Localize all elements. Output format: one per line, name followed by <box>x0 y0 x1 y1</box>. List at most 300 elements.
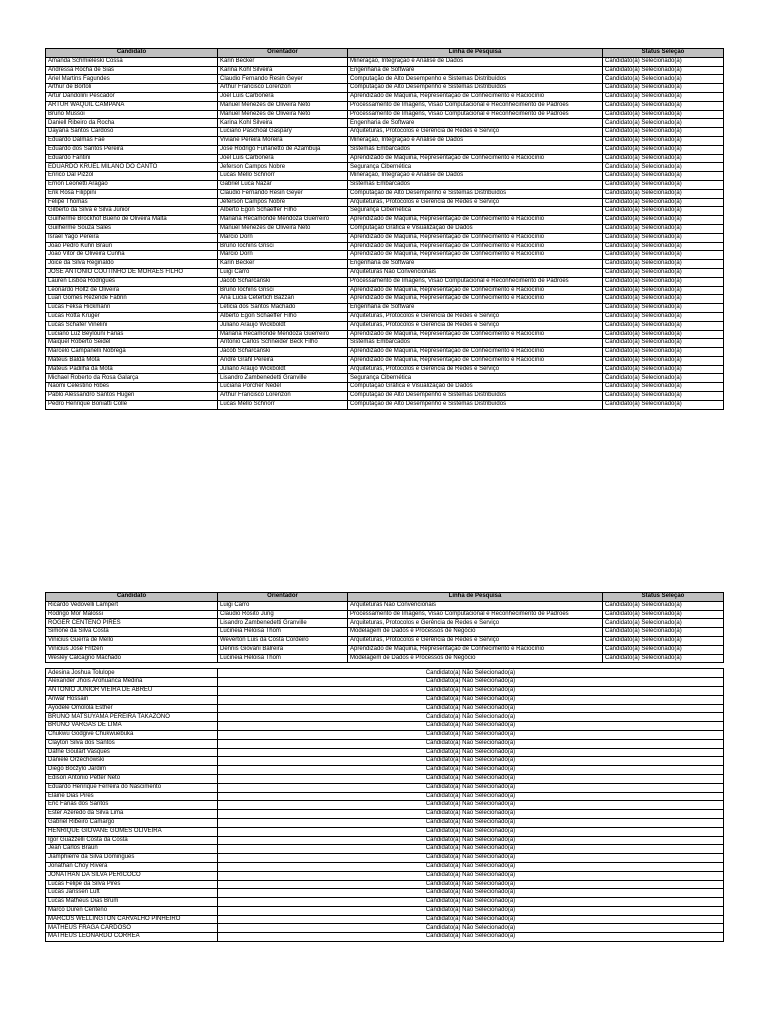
table-row <box>46 119 724 128</box>
advisor-cell: Manuel Menezes de Oliveira Neto <box>218 101 348 110</box>
research-line-cell: Modelagem de Dados e Processos de Negócio <box>348 628 603 637</box>
candidate-name-cell: Artur Dandolini Pescador <box>46 92 218 101</box>
research-line-cell: Segurança Cibernética <box>348 163 603 172</box>
table-row <box>46 207 724 216</box>
table-row <box>46 810 724 819</box>
advisor-cell: Weverton Luis da Costa Cordeiro <box>218 636 348 645</box>
research-line-cell: Aprendizado de Máquina, Representação de Conhecimento e Raciocínio <box>348 330 603 339</box>
status-cell: Candidato(a) Selecionado(a) <box>603 119 724 128</box>
status-cell: Candidato(a) Selecionado(a) <box>603 330 724 339</box>
research-line-cell: Arquiteturas, Protocolos e Gerência de Redes e Serviço <box>348 365 603 374</box>
header-candidato: Candidato <box>46 593 218 602</box>
table-row <box>46 730 724 739</box>
research-line-cell: Computação Gráfica e Visualização de Dados <box>348 224 603 233</box>
candidate-name-cell: João Vitor de Oliveira Cunha <box>46 251 218 260</box>
status-cell: Candidato(a) Selecionado(a) <box>603 92 724 101</box>
status-cell: Candidato(a) Não Selecionado(a) <box>218 678 724 687</box>
advisor-cell: Alberto Egon Schaeffer Filho <box>218 207 348 216</box>
table-row <box>46 854 724 863</box>
candidate-name-cell: Wesley Calcagno Machado <box>46 654 218 663</box>
status-cell: Candidato(a) Não Selecionado(a) <box>218 669 724 678</box>
status-cell: Candidato(a) Selecionado(a) <box>603 110 724 119</box>
candidate-name-cell: Jiamphierre da Silva Domingues <box>46 854 218 863</box>
research-line-cell: Arquiteturas, Protocolos e Gerência de Redes e Serviço <box>348 312 603 321</box>
status-cell: Candidato(a) Selecionado(a) <box>603 286 724 295</box>
advisor-cell: Jacob Scharcanski <box>218 277 348 286</box>
table-row <box>46 695 724 704</box>
research-line-cell: Computação de Alto Desempenho e Sistemas Distribuídos <box>348 84 603 93</box>
candidate-name-cell: Guilherme Souza Sales <box>46 224 218 233</box>
table-row <box>46 906 724 915</box>
table-row <box>46 172 724 181</box>
table-header-row <box>46 49 724 58</box>
candidate-name-cell: Adesina Joshua Tolulope <box>46 669 218 678</box>
candidate-name-cell: Diego Boczylo Jardim <box>46 766 218 775</box>
research-line-cell: Aprendizado de Máquina, Representação de Conhecimento e Raciocínio <box>348 92 603 101</box>
status-cell: Candidato(a) Não Selecionado(a) <box>218 748 724 757</box>
status-cell: Candidato(a) Selecionado(a) <box>603 339 724 348</box>
research-line-cell: Sistemas Embarcados <box>348 180 603 189</box>
advisor-cell: Juliano Araujo Wickboldt <box>218 365 348 374</box>
table-row <box>46 669 724 678</box>
candidate-name-cell: Maiquel Roberto Seidel <box>46 339 218 348</box>
status-cell: Candidato(a) Não Selecionado(a) <box>218 686 724 695</box>
table-header-row <box>46 593 724 602</box>
table-row <box>46 748 724 757</box>
status-cell: Candidato(a) Selecionado(a) <box>603 374 724 383</box>
candidate-name-cell: ANTONIO JUNIOR VIEIRA DE ABREU <box>46 686 218 695</box>
candidate-name-cell: JONATHAN DA SILVA PERICOCO <box>46 871 218 880</box>
table-row <box>46 889 724 898</box>
research-line-cell: Arquiteturas, Protocolos e Gerência de Redes e Serviço <box>348 636 603 645</box>
advisor-cell: Lucineia Heloisa Thom <box>218 654 348 663</box>
table-row <box>46 792 724 801</box>
table-row <box>46 251 724 260</box>
research-line-cell: Computação de Alto Desempenho e Sistemas Distribuídos <box>348 392 603 401</box>
table-row <box>46 783 724 792</box>
research-line-cell: Segurança Cibernética <box>348 207 603 216</box>
research-line-cell: Aprendizado de Máquina, Representação de Conhecimento e Raciocínio <box>348 216 603 225</box>
table-row <box>46 836 724 845</box>
header-candidato: Candidato <box>46 49 218 58</box>
status-cell: Candidato(a) Selecionado(a) <box>603 277 724 286</box>
status-cell: Candidato(a) Selecionado(a) <box>603 154 724 163</box>
advisor-cell: Claudio Fernando Resin Geyer <box>218 75 348 84</box>
table-row <box>46 757 724 766</box>
advisor-cell: Lucas Mello Schnorr <box>218 400 348 409</box>
table-row <box>46 801 724 810</box>
status-cell: Candidato(a) Selecionado(a) <box>603 172 724 181</box>
candidate-name-cell: Eduardo Fantini <box>46 154 218 163</box>
status-cell: Candidato(a) Selecionado(a) <box>603 356 724 365</box>
candidate-name-cell: JOSÉ ANTÔNIO COUTINHO DE MORAES FILHO <box>46 268 218 277</box>
candidate-name-cell: Ariel Martins Fagundes <box>46 75 218 84</box>
candidate-name-cell: Simone da Silva Costa <box>46 628 218 637</box>
research-line-cell: Mineração, Integração e Análise de Dados <box>348 172 603 181</box>
status-cell: Candidato(a) Selecionado(a) <box>603 75 724 84</box>
advisor-cell: André Grahl Pereira <box>218 356 348 365</box>
table-row <box>46 180 724 189</box>
research-line-cell: Engenharia de Software <box>348 260 603 269</box>
status-cell: Candidato(a) Não Selecionado(a) <box>218 889 724 898</box>
research-line-cell: Engenharia de Software <box>348 119 603 128</box>
research-line-cell: Processamento de Imagens, Visão Computacional e Reconhecimento de Padrões <box>348 110 603 119</box>
status-cell: Candidato(a) Selecionado(a) <box>603 251 724 260</box>
status-cell: Candidato(a) Não Selecionado(a) <box>218 792 724 801</box>
advisor-cell: Antonio Carlos Schneider Beck Filho <box>218 339 348 348</box>
status-cell: Candidato(a) Selecionado(a) <box>603 610 724 619</box>
candidate-name-cell: Lucas Felipe da Silva Pires <box>46 880 218 889</box>
candidates-table-page-2 <box>45 592 724 942</box>
advisor-cell: Karina Kohl Silveira <box>218 66 348 75</box>
candidate-name-cell: Daniell Ribeiro da Rocha <box>46 119 218 128</box>
research-line-cell: Arquiteturas Não Convencionais <box>348 601 603 610</box>
candidate-name-cell: Rodrigo Mor Malossi <box>46 610 218 619</box>
research-line-cell: Aprendizado de Máquina, Representação de Conhecimento e Raciocínio <box>348 356 603 365</box>
status-cell: Candidato(a) Não Selecionado(a) <box>218 898 724 907</box>
status-cell: Candidato(a) Selecionado(a) <box>603 180 724 189</box>
status-cell: Candidato(a) Selecionado(a) <box>603 224 724 233</box>
advisor-cell: Leticia dos Santos Machado <box>218 304 348 313</box>
table-row <box>46 645 724 654</box>
candidate-name-cell: Luciano Luz Beylouni Farias <box>46 330 218 339</box>
research-line-cell: Sistemas Embarcados <box>348 339 603 348</box>
research-line-cell: Processamento de Imagens, Visão Computacional e Reconhecimento de Padrões <box>348 277 603 286</box>
table-row <box>46 610 724 619</box>
candidate-name-cell: HENRIQUE GIOVANE GOMES OLIVEIRA <box>46 827 218 836</box>
status-cell: Candidato(a) Não Selecionado(a) <box>218 810 724 819</box>
advisor-cell: Claudio Fernando Resin Geyer <box>218 189 348 198</box>
table-row <box>46 277 724 286</box>
advisor-cell: Jeferson Campos Nobre <box>218 163 348 172</box>
advisor-cell: Arthur Francisco Lorenzon <box>218 84 348 93</box>
candidate-name-cell: Lucas Janssen Luft <box>46 889 218 898</box>
candidate-name-cell: EDUARDO KRUEL MILANO DO CANTO <box>46 163 218 172</box>
research-line-cell: Sistemas Embarcados <box>348 145 603 154</box>
status-cell: Candidato(a) Não Selecionado(a) <box>218 774 724 783</box>
candidate-name-cell: Michael Roberto da Rosa Galarça <box>46 374 218 383</box>
advisor-cell: Manuel Menezes de Oliveira Neto <box>218 110 348 119</box>
table-row <box>46 136 724 145</box>
candidate-name-cell: Eduardo dos Santos Pereira <box>46 145 218 154</box>
candidate-name-cell: Edison Antonio Petter Neto <box>46 774 218 783</box>
status-cell: Candidato(a) Selecionado(a) <box>603 66 724 75</box>
status-cell: Candidato(a) Selecionado(a) <box>603 601 724 610</box>
research-line-cell: Engenharia de Software <box>348 66 603 75</box>
table-row <box>46 295 724 304</box>
research-line-cell: Processamento de Imagens, Visão Computacional e Reconhecimento de Padrões <box>348 101 603 110</box>
research-line-cell: Engenharia de Software <box>348 304 603 313</box>
header-orientador: Orientador <box>218 593 348 602</box>
status-cell: Candidato(a) Não Selecionado(a) <box>218 722 724 731</box>
table-row <box>46 818 724 827</box>
candidate-name-cell: Guilherme Brockhof Bueno de Oliveira Malta <box>46 216 218 225</box>
candidate-name-cell: Andressa Rocha de Sias <box>46 66 218 75</box>
candidate-name-cell: ROGER CENTENO PIRES <box>46 619 218 628</box>
table-row <box>46 286 724 295</box>
candidate-name-cell: Ayodele Omolola Esther <box>46 704 218 713</box>
status-cell: Candidato(a) Não Selecionado(a) <box>218 766 724 775</box>
candidate-name-cell: Arthur de Bortoli <box>46 84 218 93</box>
table-row <box>46 233 724 242</box>
candidate-name-cell: Marco Duren Centeno <box>46 906 218 915</box>
advisor-cell: Luigi Carro <box>218 601 348 610</box>
advisor-cell: Lisandro Zambenedetti Granville <box>218 374 348 383</box>
status-cell: Candidato(a) Selecionado(a) <box>603 84 724 93</box>
advisor-cell: Luigi Carro <box>218 268 348 277</box>
status-cell: Candidato(a) Selecionado(a) <box>603 383 724 392</box>
table-row <box>46 312 724 321</box>
status-cell: Candidato(a) Selecionado(a) <box>603 216 724 225</box>
advisor-cell: Lisandro Zambenedetti Granville <box>218 619 348 628</box>
candidate-name-cell: BRUNO VARGAS DE LIMA <box>46 722 218 731</box>
status-cell: Candidato(a) Não Selecionado(a) <box>218 845 724 854</box>
candidate-name-cell: Israel Yago Pereira <box>46 233 218 242</box>
status-cell: Candidato(a) Selecionado(a) <box>603 365 724 374</box>
table-row <box>46 933 724 942</box>
table-row <box>46 216 724 225</box>
table-row <box>46 242 724 251</box>
table-row <box>46 101 724 110</box>
table-row <box>46 636 724 645</box>
table-row <box>46 392 724 401</box>
table-row <box>46 774 724 783</box>
status-cell: Candidato(a) Selecionado(a) <box>603 295 724 304</box>
research-line-cell: Segurança Cibernética <box>348 374 603 383</box>
research-line-cell: Aprendizado de Máquina, Representação de Conhecimento e Raciocínio <box>348 286 603 295</box>
table-row <box>46 862 724 871</box>
status-cell: Candidato(a) Selecionado(a) <box>603 260 724 269</box>
research-line-cell: Arquiteturas Não Convencionais <box>348 268 603 277</box>
research-line-cell: Mineração, Integração e Análise de Dados <box>348 57 603 66</box>
research-line-cell: Computação de Alto Desempenho e Sistemas Distribuídos <box>348 75 603 84</box>
research-line-cell: Mineração, Integração e Análise de Dados <box>348 136 603 145</box>
candidate-name-cell: Lucas Matheus Dias Brum <box>46 898 218 907</box>
advisor-cell: Bruno Iochins Grisci <box>218 286 348 295</box>
status-cell: Candidato(a) Selecionado(a) <box>603 268 724 277</box>
selected-candidates-body-2 <box>46 601 724 663</box>
candidate-name-cell: Chukwu Godgive Chukwuebuka <box>46 730 218 739</box>
research-line-cell: Arquiteturas, Protocolos e Gerência de Redes e Serviço <box>348 619 603 628</box>
candidate-name-cell: Leonardo Holtz de Oliveira <box>46 286 218 295</box>
candidate-name-cell: Jonathan Choy Rivera <box>46 862 218 871</box>
advisor-cell: Joel Luis Carbonera <box>218 154 348 163</box>
status-cell: Candidato(a) Não Selecionado(a) <box>218 704 724 713</box>
research-line-cell: Arquiteturas, Protocolos e Gerência de Redes e Serviço <box>348 128 603 137</box>
candidate-name-cell: João Pedro Kuhn Braun <box>46 242 218 251</box>
status-cell: Candidato(a) Selecionado(a) <box>603 101 724 110</box>
candidate-name-cell: MATHEUS FRAGA CARDOSO <box>46 924 218 933</box>
candidate-name-cell: BRUNO MATSUYAMA PEREIRA TAKAZONO <box>46 713 218 722</box>
table-row <box>46 198 724 207</box>
candidate-name-cell: Ricardo Vedovelli Lampert <box>46 601 218 610</box>
candidate-name-cell: Elaine Dias Pires <box>46 792 218 801</box>
advisor-cell: Mariana Recamonde Mendoza Guerreiro <box>218 216 348 225</box>
candidate-name-cell: Clayton Silva dos Santos <box>46 739 218 748</box>
candidate-name-cell: Joice da Silva Reginaldo <box>46 260 218 269</box>
advisor-cell: Claudio Rosito Jung <box>218 610 348 619</box>
table-row <box>46 880 724 889</box>
status-cell: Candidato(a) Selecionado(a) <box>603 189 724 198</box>
candidate-name-cell: Jean Carlos Braun <box>46 845 218 854</box>
table-row <box>46 154 724 163</box>
candidate-name-cell: Lucas Schafer Vinelini <box>46 321 218 330</box>
status-cell: Candidato(a) Selecionado(a) <box>603 636 724 645</box>
status-cell: Candidato(a) Não Selecionado(a) <box>218 713 724 722</box>
table-row <box>46 739 724 748</box>
not-selected-candidates-body <box>46 663 724 942</box>
research-line-cell: Arquiteturas, Protocolos e Gerência de Redes e Serviço <box>348 321 603 330</box>
research-line-cell: Computação Gráfica e Visualização de Dados <box>348 383 603 392</box>
status-cell: Candidato(a) Não Selecionado(a) <box>218 783 724 792</box>
advisor-cell: Alberto Egon Schaeffer Filho <box>218 312 348 321</box>
table-row <box>46 339 724 348</box>
table-row <box>46 145 724 154</box>
table-row <box>46 365 724 374</box>
research-line-cell: Aprendizado de Máquina, Representação de Conhecimento e Raciocínio <box>348 242 603 251</box>
research-line-cell: Aprendizado de Máquina, Representação de Conhecimento e Raciocínio <box>348 645 603 654</box>
advisor-cell: Lucas Mello Schnorr <box>218 172 348 181</box>
candidate-name-cell: ARTUR WAQUIL CAMPANA <box>46 101 218 110</box>
table-row <box>46 898 724 907</box>
candidate-name-cell: Vinicius José Fritzen <box>46 645 218 654</box>
header-linha: Linha de Pesquisa <box>348 49 603 58</box>
table-row <box>46 654 724 663</box>
advisor-cell: Bruno Iochins Grisci <box>218 242 348 251</box>
table-row <box>46 845 724 854</box>
status-cell: Candidato(a) Selecionado(a) <box>603 233 724 242</box>
advisor-cell: Gabriel Luca Nazar <box>218 180 348 189</box>
header-orientador: Orientador <box>218 49 348 58</box>
advisor-cell: Manuel Menezes de Oliveira Neto <box>218 224 348 233</box>
header-status: Status Seleção <box>603 593 724 602</box>
selected-candidates-body <box>46 57 724 409</box>
status-cell: Candidato(a) Selecionado(a) <box>603 654 724 663</box>
table-row <box>46 871 724 880</box>
research-line-cell: Computação de Alto Desempenho e Sistemas Distribuídos <box>348 189 603 198</box>
candidate-name-cell: Amanda Schmieleski Cossa <box>46 57 218 66</box>
status-cell: Candidato(a) Não Selecionado(a) <box>218 739 724 748</box>
advisor-cell: Juliano Araujo Wickboldt <box>218 321 348 330</box>
advisor-cell: Karin Becker <box>218 260 348 269</box>
candidate-name-cell: Eduardo Henrique Ferreira do Nascimento <box>46 783 218 792</box>
research-line-cell: Arquiteturas, Protocolos e Gerência de Redes e Serviço <box>348 198 603 207</box>
candidate-name-cell: Mateus Balda Mota <box>46 356 218 365</box>
candidate-name-cell: Gabriel Ribeiro Camargo <box>46 818 218 827</box>
table-row <box>46 628 724 637</box>
table-row <box>46 722 724 731</box>
candidate-name-cell: Vinicius Guerra de Mello <box>46 636 218 645</box>
research-line-cell: Aprendizado de Máquina, Representação de Conhecimento e Raciocínio <box>348 348 603 357</box>
status-cell: Candidato(a) Não Selecionado(a) <box>218 827 724 836</box>
candidate-name-cell: Dayana Santos Cardoso <box>46 128 218 137</box>
advisor-cell: Lucineia Heloisa Thom <box>218 628 348 637</box>
status-cell: Candidato(a) Selecionado(a) <box>603 392 724 401</box>
advisor-cell: Jacob Scharcanski <box>218 348 348 357</box>
status-cell: Candidato(a) Não Selecionado(a) <box>218 695 724 704</box>
status-cell: Candidato(a) Não Selecionado(a) <box>218 933 724 942</box>
header-linha: Linha de Pesquisa <box>348 593 603 602</box>
advisor-cell: Viviane Pereira Moreira <box>218 136 348 145</box>
advisor-cell: Luciano Paschoal Gaspary <box>218 128 348 137</box>
status-cell: Candidato(a) Não Selecionado(a) <box>218 906 724 915</box>
table-row <box>46 686 724 695</box>
advisor-cell: Dennis Giovani Balreira <box>218 645 348 654</box>
table-row <box>46 619 724 628</box>
table-row <box>46 348 724 357</box>
candidate-name-cell: Igor Guazzelli Costa da Costa <box>46 836 218 845</box>
candidate-name-cell: Erik Rosa Filippini <box>46 189 218 198</box>
status-cell: Candidato(a) Selecionado(a) <box>603 312 724 321</box>
status-cell: Candidato(a) Selecionado(a) <box>603 128 724 137</box>
research-line-cell: Aprendizado de Máquina, Representação de Conhecimento e Raciocínio <box>348 154 603 163</box>
candidate-name-cell: Eduardo Dalmás Faé <box>46 136 218 145</box>
table-row <box>46 128 724 137</box>
candidate-name-cell: Pablo Alessandro Santos Hugen <box>46 392 218 401</box>
research-line-cell: Processamento de Imagens, Visão Computacional e Reconhecimento de Padrões <box>348 610 603 619</box>
candidate-name-cell: Felipe Thomas <box>46 198 218 207</box>
status-cell: Candidato(a) Não Selecionado(a) <box>218 801 724 810</box>
table-row <box>46 924 724 933</box>
advisor-cell: Joel Luis Carbonera <box>218 92 348 101</box>
table-row <box>46 827 724 836</box>
research-line-cell: Aprendizado de Máquina, Representação de Conhecimento e Raciocínio <box>348 295 603 304</box>
candidate-name-cell: Daniele Orzechowski <box>46 757 218 766</box>
status-cell: Candidato(a) Não Selecionado(a) <box>218 915 724 924</box>
advisor-cell: Marcio Dorn <box>218 251 348 260</box>
status-cell: Candidato(a) Selecionado(a) <box>603 242 724 251</box>
advisor-cell: Arthur Francisco Lorenzon <box>218 392 348 401</box>
status-cell: Candidato(a) Não Selecionado(a) <box>218 757 724 766</box>
table-row <box>46 321 724 330</box>
status-cell: Candidato(a) Selecionado(a) <box>603 400 724 409</box>
status-cell: Candidato(a) Não Selecionado(a) <box>218 862 724 871</box>
table-row <box>46 110 724 119</box>
table-row <box>46 57 724 66</box>
status-cell: Candidato(a) Selecionado(a) <box>603 207 724 216</box>
selected-candidates-table <box>45 48 724 410</box>
candidate-name-cell: Luan Gomes Rezende Fabrin <box>46 295 218 304</box>
status-cell: Candidato(a) Não Selecionado(a) <box>218 854 724 863</box>
status-cell: Candidato(a) Selecionado(a) <box>603 348 724 357</box>
table-row <box>46 713 724 722</box>
table-row <box>46 260 724 269</box>
advisor-cell: Marcio Dorn <box>218 233 348 242</box>
table-row <box>46 915 724 924</box>
status-cell: Candidato(a) Selecionado(a) <box>603 136 724 145</box>
status-cell: Candidato(a) Não Selecionado(a) <box>218 836 724 845</box>
table-row <box>46 304 724 313</box>
advisor-cell: Jose Rodrigo Furlanetto de Azambuja <box>218 145 348 154</box>
advisor-cell: Karina Kohl Silveira <box>218 119 348 128</box>
candidate-name-cell: Lucas Feksa Hickmann <box>46 304 218 313</box>
advisor-cell: Ana Lucia Cetertich Bazzan <box>218 295 348 304</box>
table-row <box>46 356 724 365</box>
status-cell: Candidato(a) Não Selecionado(a) <box>218 924 724 933</box>
candidate-name-cell: Mateus Padilha da Mota <box>46 365 218 374</box>
candidate-name-cell: MATHEUS LEONARDO CORREA <box>46 933 218 942</box>
candidate-name-cell: MARCOS WELLINGTON CARVALHO PINHEIRO <box>46 915 218 924</box>
status-cell: Candidato(a) Não Selecionado(a) <box>218 880 724 889</box>
research-line-cell: Aprendizado de Máquina, Representação de Conhecimento e Raciocínio <box>348 251 603 260</box>
candidate-name-cell: Anwar Hossain <box>46 695 218 704</box>
status-cell: Candidato(a) Selecionado(a) <box>603 198 724 207</box>
status-cell: Candidato(a) Não Selecionado(a) <box>218 730 724 739</box>
table-row <box>46 601 724 610</box>
advisor-cell: Jeferson Campos Nobre <box>218 198 348 207</box>
table-row <box>46 189 724 198</box>
table-row <box>46 374 724 383</box>
